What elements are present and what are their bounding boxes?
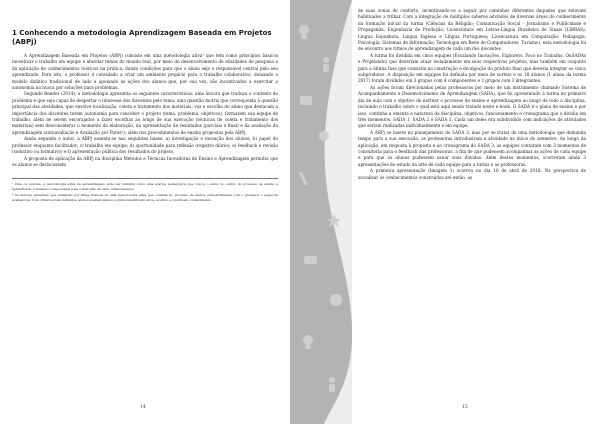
gear-icon <box>319 131 329 141</box>
paragraph: A proposta de aplicação da ABPj na disciplina Métodos e Técnicas Inovadoras de Ensino e Aprendizagem permitiu que os alunos se deslocassem <box>12 155 278 167</box>
paragraph: A primeira apresentação (Imagem 1) ocorreu no dia 16 de abril de 2018. Na perspectiva de socializar os conhecimentos construídos até então, as <box>358 168 586 180</box>
paragraph: As ações foram direcionadas pelas professoras por meio de um instrumento chamado Sistema de Acompanhamento e Desenvolvimento de Aprendizagem (SADA), que foi apresentado à turma no primeiro dia de aula com o objetivo de nortear o processo de ensino e aprendizagem ao longo de todo a disciplina, incluindo o trabalho sobre o qual está aqui sendo tratado neste e-book. O SADA é o plano de ensino e por isso, continha a ementa e natureza da disciplina, objetivos, funcionamento e cronograma que o dividia em três momentos: SADA 1, SADA 2 e SADA 3. Cada um deles era subdividido com indicações de atividades que seriam realizadas individualmente e em equipe. <box>358 84 586 129</box>
globe-icon <box>330 294 342 306</box>
paragraph: Segundo Bender (2014), a metodologia apresenta os seguintes características: uma âncora que traduza o contexto do problema e que seja capaz de despertar o interesse dos discentes pelo tema; uma questão motriz que corresponda à questão principal das atividades, que envolve localização, coleta e tratamento dos materiais; voz e escolha do aluno que destacam a importância dos discentes terem autonomia para conceber o projeto (tema, problema, objetivos), formarem sua equipe de trabalho, além de serem encorajados a fazer escolhas ao longo de sua execução (técnicas de coleta e tratamento dos materiais) sem desconsiderar o momento da elaboração, da apresentação de resultados (parciais e final) e da avaliação da aprendizagem (autoavaliação e Avaliação por Pares²); além dos procedimentos de ensino propostos pela ABPj. <box>12 91 278 135</box>
right-body-text <box>358 8 586 181</box>
left-body-text <box>12 53 278 168</box>
person-icon <box>323 57 329 72</box>
footnote: ¹ Para os autores, a metodologia ativa de aprendizagem pode ser definida como uma prática pedagógica que coloca o aluno no centro do processo de ensino e aprendizado, tornando-o responsável pela construção de seus conhecimentos. <box>12 182 278 191</box>
left-page <box>0 0 290 424</box>
star-icon <box>327 214 341 227</box>
chapter-heading: 1 Conhecendo a metodologia Aprendizagem Baseada em Projetos (ABPj) <box>12 29 272 46</box>
footnotes <box>12 178 278 202</box>
paragraph: A Aprendizagem Baseada em Projetos (ABPj) consiste em uma metodologia ativa¹ que tem como princípios básicos incentivar o trabalho em equipe e abordar temas do mundo real, por meio do desenvolvimento de atividades de pesquisa e da aplicação de conhecimentos teóricos na prática, dando condições para que o aluno seja o responsável central pelo seu aprendizado. Para isto, o professor é convidado a criar um ambiente propício para o trabalho colaborativo, deixando o modelo didático tradicional de lado e apoiando as ações dos alunos que, por sua vez, são incentivados a exercitar a autonomia na busca por soluções para problemas. <box>12 53 278 91</box>
page-number-left: 14 <box>140 405 146 410</box>
footnote: ² Os autores entendem que Avaliação por Pares trata-se de uma metodologia ativa que consiste no processo de alunos compartilharem com o professor o papel de avaliadores. Com critérios bem definidos, alunos avaliam alunos e juntos identificam erros, acertos e constroem conhecimento. <box>12 193 278 202</box>
paragraph: A ABPj se insere no planejamento do SADA 3, mas por se tratar de uma metodologia que demanda tempo para a sua execução, as professoras introduziram a atividade no início do semestre. Ao longo da aplicação, em resposta à proposta e ao cronograma do SADA 3, as equipes contaram com 3 momentos de consultoria para o feedback das professoras, a fim de que pudessem acompanhar as ações de cada equipe e para que os alunos pudessem sanar suas dúvidas. Além destes momentos, ocorreram ainda 3 apresentações do estado da arte de cada equipe para a turma e as professoras. <box>358 129 586 167</box>
book-gutter <box>290 0 312 424</box>
person-icon <box>329 377 335 392</box>
page-number-right: 15 <box>462 405 468 410</box>
paragraph: A turma foi dividida em cinco equipes (Escalando Inovações, Explorers, Foco no Trabalho, OuSADAs e Projetando) que deveriam atuar isoladamente em seus respectivos projetos, mas também em conjunto para a última fase que consistia na construção e divulgação do produto final que deveria integrar os cinco subprodutos. A disposição em equipes foi definida por meio de sorteio e os 18 alunos (1 aluno da turma 2017) foram divididos em 3 grupos com 4 componentes e 2 grupos com 3 integrantes. <box>358 52 586 84</box>
paragraph: de suas zonas de conforto, incentivando-os a seguir por caminhos diferentes daqueles que estavam habituados a trilhar. Com a integração de múltiplos saberes advindos de diversas áreas do conhecimento da formação inicial da turma (Ciências da Religião; Comunicação Social - Jornalismo e Publicidade e Propaganda; Engenharia de Produção; Licenciatura em Letras-Língua Brasileira de Sinais (LIBRAS), Língua Espanhola, Língua Inglesa e Língua Portuguesa; Licenciatura em Computação; Pedagogia; Psicologia; Sistemas de Informação; Tecnologia em Rede de Computadores; Turismo), esta metodologia foi de encontro aos ritmos de aprendizagem de cada um dos discentes. <box>358 8 586 52</box>
right-page <box>352 0 600 424</box>
paragraph: Ainda segundo o autor, a ABPj assenta-se nas seguintes bases: a) investigação e inovação dos alunos; b) papel do professor enquanto facilitador; c) trabalho em equipe; d) oportunidade para reflexão (registro diário); e) feedback e revisão (somativo ou formativo) e f) apresentação pública dos resultados do projeto. <box>12 136 278 155</box>
